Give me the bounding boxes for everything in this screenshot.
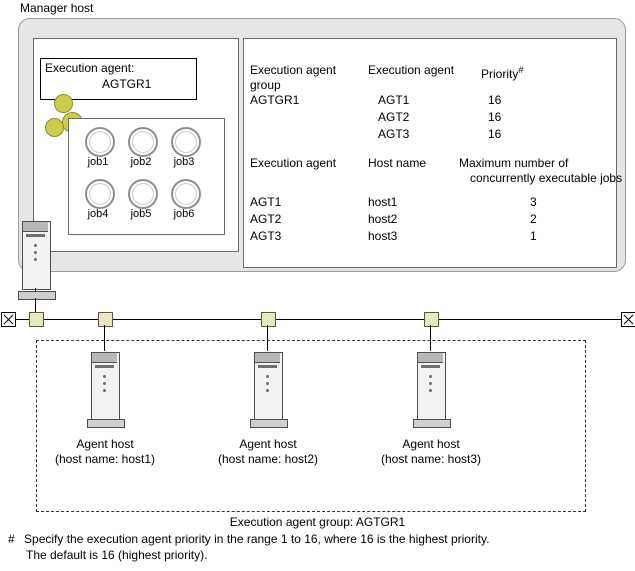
- table2-header-max-jobs-line2: concurrently executable jobs: [470, 171, 623, 185]
- agent-host3-icon-base: [413, 419, 451, 428]
- footnote-line2: The default is 16 (highest priority).: [26, 548, 208, 562]
- agent-host2-icon-base: [250, 419, 288, 428]
- job-label-1: job1: [87, 156, 109, 168]
- agent-host1-title: Agent host: [76, 437, 134, 451]
- agent-host1-icon-led: [103, 375, 106, 378]
- table2-row2-host: host2: [368, 212, 398, 226]
- job-icon-5: [128, 179, 158, 209]
- agent-host2-icon-slot: [258, 365, 277, 368]
- manager-bus-drop-line: [35, 298, 36, 313]
- agent-host2-icon-led: [266, 382, 269, 385]
- table2-row2-agent: AGT2: [250, 212, 282, 226]
- table2-row3-agent: AGT3: [250, 229, 282, 243]
- table2-row3-max: 1: [530, 229, 537, 243]
- bus-terminator-left-icon: [1, 312, 16, 327]
- footnote-line1: Specify the execution agent priority in the range 1 to 16, where 16 is the highest priority.: [24, 532, 490, 546]
- table1-row1-priority: 16: [488, 93, 502, 107]
- manager-host-label: Manager host: [20, 1, 94, 15]
- priority-footnote-marker: #: [518, 65, 524, 75]
- job-label-4: job4: [87, 208, 109, 220]
- agent-host1-icon-led: [103, 382, 106, 385]
- agent-host2-title: Agent host: [239, 437, 297, 451]
- execution-agent-title: Execution agent:: [45, 61, 135, 75]
- bus-terminator-right-icon: [621, 312, 635, 327]
- job-icon-1: [85, 127, 115, 157]
- table2-row1-host: host1: [368, 195, 398, 209]
- agent-host3-icon-led: [429, 382, 432, 385]
- agent-host2-subtitle: (host name: host2): [217, 452, 319, 466]
- table1-row3-priority: 16: [488, 127, 502, 141]
- job-label-2: job2: [130, 156, 152, 168]
- agent-host3-icon-led: [429, 389, 432, 392]
- table1-row1-group: AGTGR1: [250, 93, 300, 107]
- group-caption: Execution agent group: AGTGR1: [229, 515, 406, 529]
- table2-header-exec-agent: Execution agent: [250, 156, 337, 170]
- footnote: [8, 531, 489, 563]
- table1-row1-agent: AGT1: [378, 93, 410, 107]
- job-icon-6: [171, 179, 201, 209]
- manager-server-icon-base: [18, 291, 56, 300]
- manager-server-icon-led: [34, 258, 37, 261]
- agent-host3-icon-led: [429, 375, 432, 378]
- agent-host1-icon-base: [87, 419, 125, 428]
- job-label-6: job6: [173, 208, 195, 220]
- job-label-3: job3: [173, 156, 195, 168]
- agent-host1-icon-slot: [95, 365, 114, 368]
- bus-node-host1: [98, 312, 113, 327]
- bus-node-manager: [29, 312, 44, 327]
- footnote-marker: #: [8, 532, 15, 546]
- agent-host2-icon-top: [255, 353, 280, 363]
- bus-node-host2: [261, 312, 276, 327]
- agent-host3-icon-slot: [421, 365, 440, 368]
- table2-header-host-name: Host name: [368, 156, 427, 170]
- job-label-5: job5: [130, 208, 152, 220]
- agent-host3-subtitle: (host name: host3): [380, 452, 482, 466]
- table1-header-exec-agent-group-line2: group: [250, 78, 281, 92]
- agent-host2-icon-led: [266, 389, 269, 392]
- manager-server-icon-top: [23, 222, 48, 232]
- table2-row1-max: 3: [530, 195, 537, 209]
- agent-host1-icon-led: [103, 389, 106, 392]
- table1-header-priority: Priority#: [481, 65, 524, 81]
- table1-row3-agent: AGT3: [378, 127, 410, 141]
- job-marker-icon: [54, 94, 73, 113]
- table1-row2-agent: AGT2: [378, 110, 410, 124]
- bus-node-host3: [424, 312, 439, 327]
- table1-header-exec-agent-group-line1: Execution agent: [250, 63, 337, 77]
- manager-server-drop-line: [35, 288, 36, 292]
- agent-host1-subtitle: (host name: host1): [54, 452, 156, 466]
- agent-host3-title: Agent host: [402, 437, 460, 451]
- table2-row2-max: 2: [530, 212, 537, 226]
- manager-server-icon-led: [34, 244, 37, 247]
- agent-host2-icon-led: [266, 375, 269, 378]
- job-icon-4: [85, 179, 115, 209]
- table1-header-exec-agent: Execution agent: [368, 63, 455, 77]
- table2-row1-agent: AGT1: [250, 195, 282, 209]
- execution-agent-value: AGTGR1: [102, 77, 152, 91]
- job-icon-3: [171, 127, 201, 157]
- table2-header-max-jobs-line1: Maximum number of: [459, 156, 569, 170]
- table1-row2-priority: 16: [488, 110, 502, 124]
- manager-server-icon-led: [34, 251, 37, 254]
- agent-host1-icon-top: [92, 353, 117, 363]
- agent-host3-icon-top: [418, 353, 443, 363]
- table2-row3-host: host3: [368, 229, 398, 243]
- job-icon-2: [128, 127, 158, 157]
- manager-server-icon-slot: [26, 234, 45, 237]
